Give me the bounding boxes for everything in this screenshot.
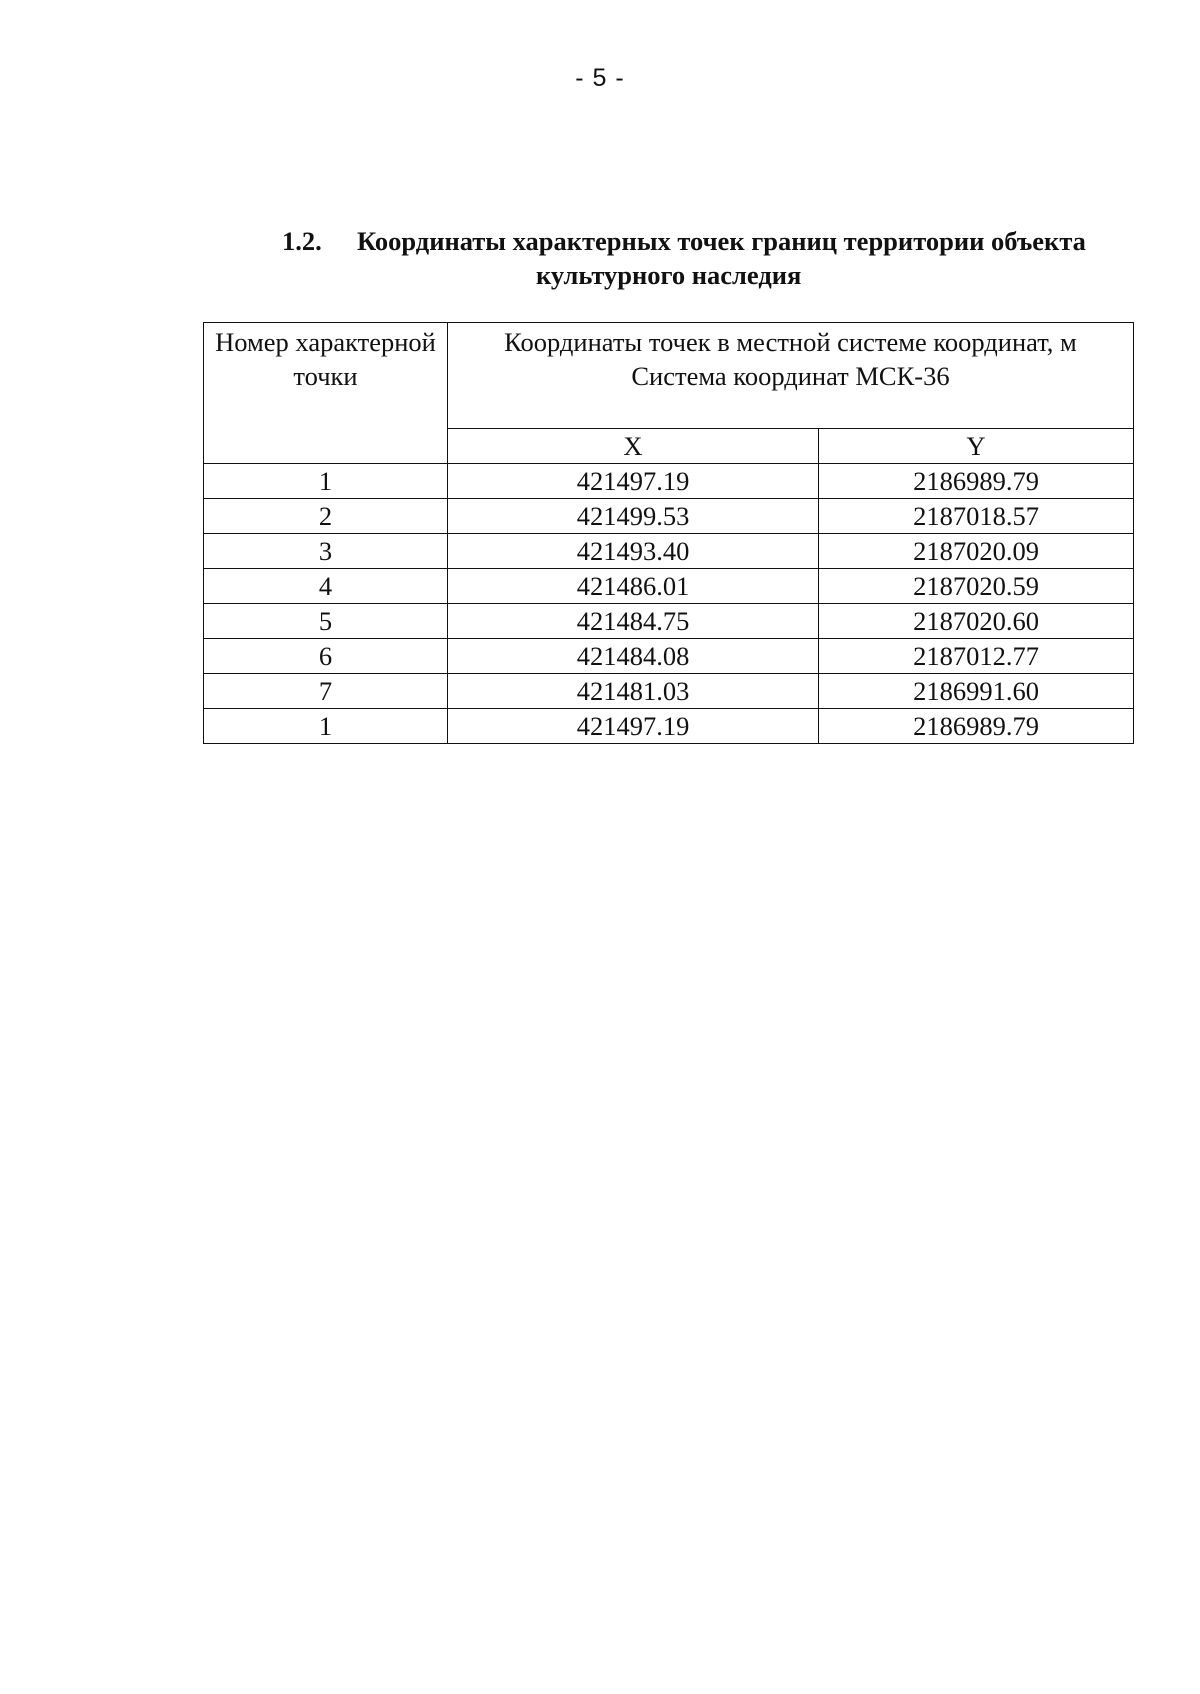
table-row [204,569,1134,604]
cell-x: 421497.19 [448,464,819,499]
section-number: 1.2. [282,226,322,256]
section-heading-line1 [282,224,1142,258]
cell-point-number: 6 [204,639,448,674]
cell-x: 421484.08 [448,639,819,674]
header-coordinates [448,323,1134,429]
table-row [204,639,1134,674]
header-coordinates-line1: Координаты точек в местной системе координат, м [504,327,1077,357]
cell-point-number: 3 [204,534,448,569]
cell-point-number: 1 [204,709,448,744]
cell-point-number: 4 [204,569,448,604]
header-point-number: Номер характерной точки [204,323,448,464]
table-row [204,464,1134,499]
header-x: X [448,429,819,464]
table-row [204,709,1134,744]
table-row [204,674,1134,709]
cell-x: 421486.01 [448,569,819,604]
cell-x: 421481.03 [448,674,819,709]
section-heading [282,224,1142,292]
cell-y: 2187012.77 [819,639,1134,674]
section-title: Координаты характерных точек границ территории объекта [357,226,1086,256]
cell-y: 2187018.57 [819,499,1134,534]
cell-y: 2187020.09 [819,534,1134,569]
cell-x: 421499.53 [448,499,819,534]
header-y: Y [819,429,1134,464]
coordinates-table [203,322,1134,744]
table-row [204,499,1134,534]
cell-y: 2186989.79 [819,464,1134,499]
cell-point-number: 2 [204,499,448,534]
cell-y: 2186991.60 [819,674,1134,709]
cell-point-number: 7 [204,674,448,709]
cell-y: 2187020.59 [819,569,1134,604]
cell-point-number: 5 [204,604,448,639]
cell-x: 421497.19 [448,709,819,744]
page-number: - 5 - [575,64,625,92]
section-title-continuation: культурного наследия [536,260,802,290]
coordinates-table-body [204,464,1134,744]
table-row [204,534,1134,569]
table-row [204,604,1134,639]
cell-y: 2186989.79 [819,709,1134,744]
cell-x: 421493.40 [448,534,819,569]
cell-point-number: 1 [204,464,448,499]
cell-y: 2187020.60 [819,604,1134,639]
cell-x: 421484.75 [448,604,819,639]
header-coordinate-system: Система координат МСК-36 [631,361,950,391]
